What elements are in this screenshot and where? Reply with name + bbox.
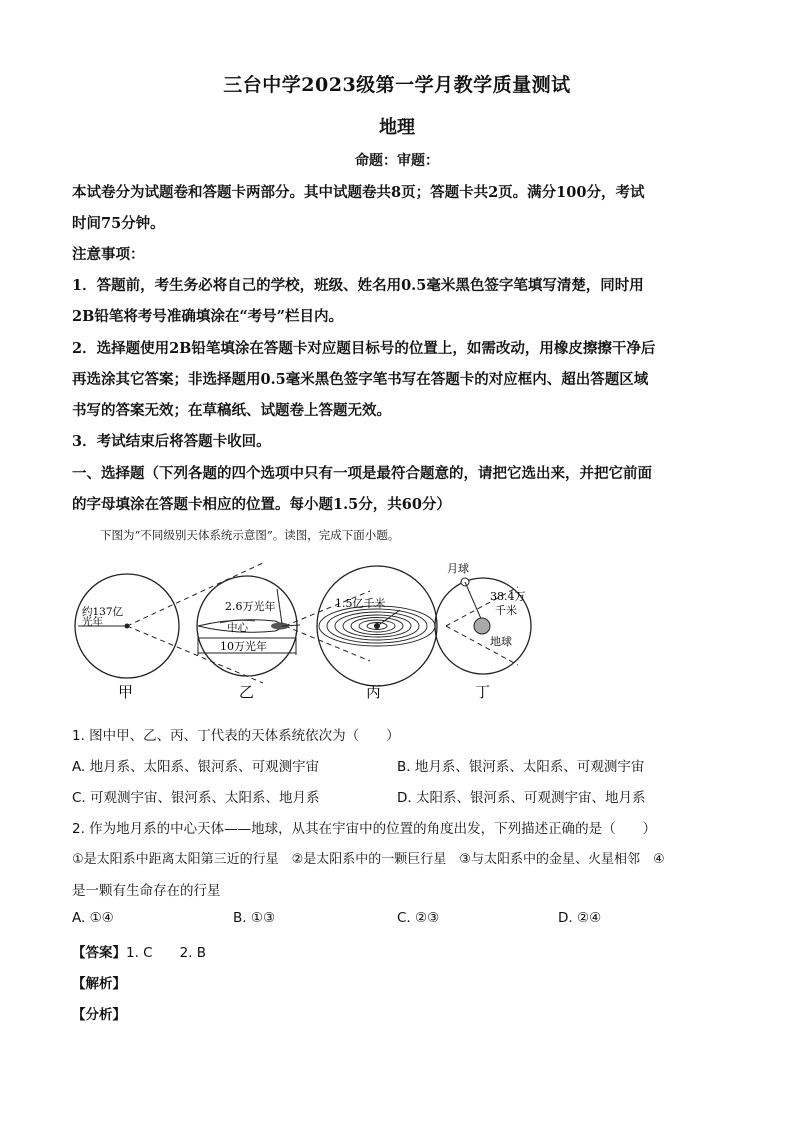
note-3: 3．考试结束后将答题卡收回。 <box>72 433 271 450</box>
question-2-line-2: ①是太阳系中距离太阳第三近的行星 ②是太阳系中的一颗巨行星 ③与太阳系中的金星、火星相邻 ④ <box>72 852 665 867</box>
intro-line-2: 时间75分钟。 <box>72 215 165 232</box>
yi-bottom-label: 10万光年 <box>220 640 267 653</box>
section-1-line-1: 一、选择题（下列各题的四个选项中只有一项是最符合题意的，请把它选出来，并把它前面 <box>72 465 652 482</box>
jia-label-2: 光年 <box>82 616 103 628</box>
question-1-text: 1. 图中甲、乙、丙、丁代表的天体系统依次为（ ） <box>72 728 400 744</box>
q1-option-c: C. 可观测宇宙、银河系、太阳系、地月系 <box>72 790 320 806</box>
celestial-systems-figure <box>70 555 730 705</box>
ding-earth-label: 地球 <box>490 635 512 648</box>
answer-value: 1. C 2. B <box>126 945 207 961</box>
answer-tag: 【答案】 <box>72 945 126 961</box>
q1-option-a: A. 地月系、太阳系、银河系、可观测宇宙 <box>72 759 320 775</box>
fig-name-bing: 丙 <box>366 683 382 701</box>
yi-top-label: 2.6万光年 <box>225 600 276 613</box>
setter-line: 命题：审题： <box>355 153 439 169</box>
q1-option-d: D. 太阳系、银河系、可观测宇宙、地月系 <box>397 790 646 806</box>
fenxi-tag: 【分析】 <box>72 1007 126 1023</box>
jia-label: 约137亿 <box>82 606 124 618</box>
q2-option-a: A. ①④ <box>72 910 114 926</box>
question-2-text: 2. 作为地月系的中心天体——地球，从其在宇宙中的位置的角度出发，下列描述正确的是（ ） <box>72 821 657 837</box>
ding-dist-label: 38.4万 <box>490 590 526 603</box>
note-1b: 2B铅笔将考号准确填涂在“考号”栏目内。 <box>72 308 344 325</box>
fig-name-yi: 乙 <box>239 683 255 701</box>
figure-caption: 下图为“不同级别天体系统示意图”。读图，完成下面小题。 <box>100 528 400 542</box>
note-2b: 再选涂其它答案；非选择题用0.5毫米黑色签字笔书写在答题卡的对应框内、超出答题区域 <box>72 371 649 388</box>
note-2c: 书写的答案无效；在草稿纸、试题卷上答题无效。 <box>72 402 391 419</box>
intro-line-1: 本试卷分为试题卷和答题卡两部分。其中试题卷共8页；答题卡共2页。满分100分，考试 <box>72 184 645 201</box>
ding-moon-label: 月球 <box>447 562 469 575</box>
note-2a: 2．选择题使用2B铅笔填涂在答题卡对应题目标号的位置上，如需改动，用橡皮擦擦干净后 <box>72 340 656 357</box>
q2-option-d: D. ②④ <box>558 910 602 926</box>
fig-name-ding: 丁 <box>475 683 491 701</box>
q1-option-b: B. 地月系、银河系、太阳系、可观测宇宙 <box>397 759 645 775</box>
fig-name-jia: 甲 <box>118 683 134 701</box>
analysis-tag: 【解析】 <box>72 976 126 992</box>
earth-marker <box>474 618 490 634</box>
bing-label: 1.5亿千米 <box>335 597 386 610</box>
exam-title: 三台中学2023级第一学月教学质量测试 <box>223 74 571 96</box>
question-2-line-3: 是一颗有生命存在的行星 <box>72 883 221 899</box>
section-1-line-2: 的字母填涂在答题卡相应的位置。每小题1.5分，共60分） <box>72 496 451 513</box>
yi-center-label: 中心 <box>227 622 248 634</box>
answer-line <box>72 941 206 961</box>
q2-option-b: B. ①③ <box>233 910 276 926</box>
note-1a: 1．答题前，考生务必将自己的学校，班级、姓名用0.5毫米黑色签字笔填写清楚，同时用 <box>72 277 644 294</box>
notes-heading: 注意事项： <box>72 246 145 263</box>
ding-unit-label: 千米 <box>495 604 517 617</box>
q2-option-c: C. ②③ <box>397 910 440 926</box>
subject-title: 地理 <box>379 117 415 138</box>
